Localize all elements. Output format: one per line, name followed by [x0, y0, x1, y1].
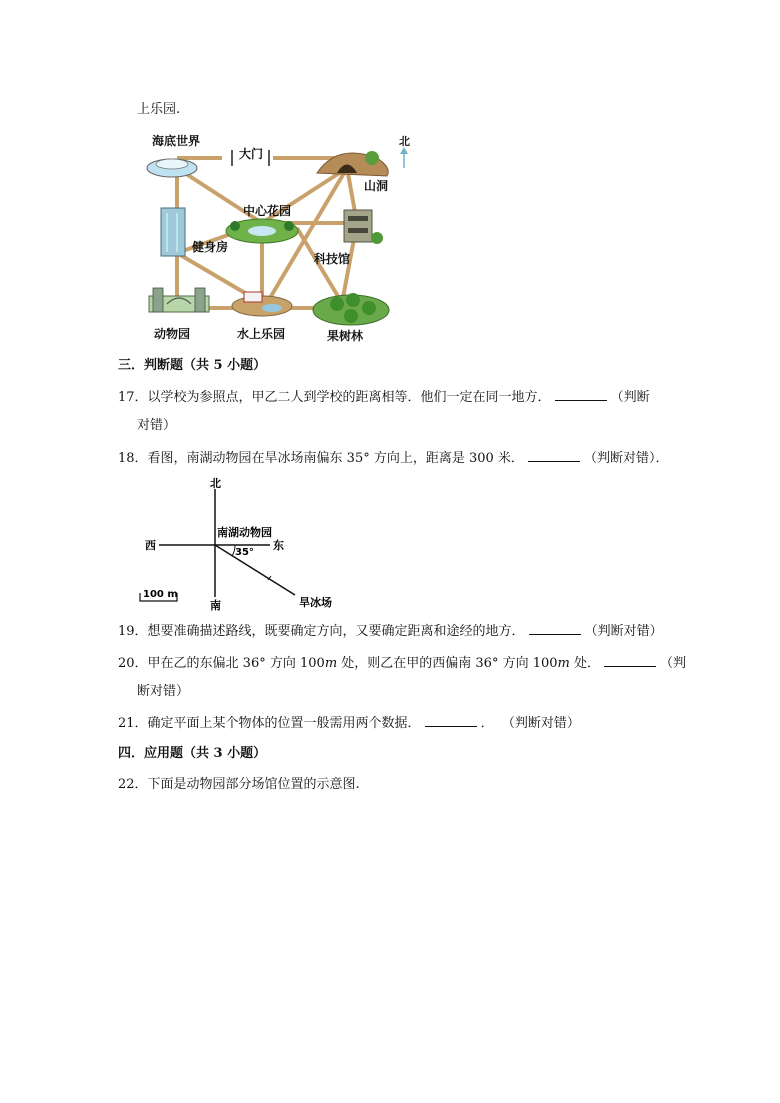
waterpark-icon	[232, 292, 292, 316]
section-title-judgement: 三．判断题（共 5 小题）	[118, 358, 267, 373]
question-number: 17．	[118, 390, 148, 405]
question-suffix: （判	[660, 656, 687, 671]
question-mid: ．	[480, 716, 494, 731]
question-suffix: （判断对错）	[501, 716, 580, 731]
science-museum-icon	[344, 210, 383, 244]
question-text: 下面是动物园部分场馆位置的示意图.	[147, 777, 360, 792]
compass-angle-label: 35°	[235, 547, 254, 558]
compass-south: 南	[210, 599, 221, 612]
compass-svg	[137, 475, 367, 615]
question-number: 20．	[118, 656, 148, 671]
unit-m: m	[557, 656, 570, 671]
unit-m: m	[324, 656, 338, 671]
park-map-svg	[137, 128, 422, 348]
compass-scale-label: 100 m	[143, 589, 178, 600]
compass-west: 西	[145, 539, 156, 552]
question-text-b: 处，则乙在甲的西偏南 36° 方向 100	[337, 656, 558, 671]
question-21	[118, 714, 580, 733]
question-suffix: （判断对错）	[584, 624, 663, 639]
label-gate: 大门	[239, 147, 264, 161]
compass-place-label: 南湖动物园	[217, 526, 272, 539]
question-20	[118, 654, 686, 673]
answer-blank[interactable]	[425, 714, 477, 727]
cave-icon	[317, 151, 388, 176]
compass-east: 东	[273, 539, 284, 552]
compass-figure	[137, 475, 367, 615]
compass-north: 北	[210, 477, 221, 490]
garden-icon	[226, 219, 298, 243]
question-continuation	[137, 101, 180, 119]
question-number: 19．	[118, 624, 148, 639]
orchard-icon	[313, 293, 389, 325]
seaworld-icon	[147, 159, 197, 177]
question-number: 18．	[118, 451, 148, 466]
answer-blank[interactable]	[528, 449, 580, 462]
question-text-c: 处．	[569, 656, 600, 671]
answer-blank[interactable]	[529, 622, 581, 635]
question-text: 看图，南湖动物园在旱冰场南偏东 35° 方向上，距离是 300 米．	[147, 451, 524, 466]
label-zoo: 动物园	[154, 327, 191, 341]
question-22	[118, 776, 360, 794]
question-18	[118, 449, 668, 468]
direction-ray	[215, 545, 295, 595]
label-seaworld: 海底世界	[152, 134, 201, 148]
label-orchard: 果树林	[327, 329, 364, 343]
compass-target-label: 旱冰场	[299, 596, 332, 609]
question-17-continuation: 对错）	[137, 418, 177, 433]
question-text: 想要准确描述路线，既要确定方向，又要确定距离和途经的地方．	[147, 624, 525, 639]
question-number: 22．	[118, 777, 148, 792]
north-arrow-icon	[400, 147, 408, 168]
label-north: 北	[399, 135, 410, 148]
label-garden: 中心花园	[243, 204, 292, 218]
question-text: 以学校为参照点，甲乙二人到学校的距离相等．他们一定在同一地方．	[147, 390, 551, 405]
question-number: 21．	[118, 716, 148, 731]
question-suffix: （判断对错）．	[583, 451, 669, 466]
question-17	[118, 388, 650, 407]
section-title-application: 四．应用题（共 3 小题）	[118, 746, 267, 761]
question-suffix: （判断	[610, 390, 650, 405]
label-gym: 健身房	[192, 240, 229, 254]
label-cave: 山洞	[364, 179, 389, 193]
answer-blank[interactable]	[555, 388, 607, 401]
park-map-figure	[137, 128, 422, 348]
question-text-a: 甲在乙的东偏北 36° 方向 100	[147, 656, 325, 671]
label-waterpark: 水上乐园	[237, 327, 286, 341]
gym-icon	[161, 208, 185, 256]
question-20-continuation: 断对错）	[137, 684, 190, 699]
answer-blank[interactable]	[604, 654, 656, 667]
label-science: 科技馆	[314, 252, 351, 266]
question-text: 确定平面上某个物体的位置一般需用两个数据．	[147, 716, 421, 731]
continuation-text: 上乐园.	[137, 102, 181, 117]
question-19	[118, 622, 663, 641]
